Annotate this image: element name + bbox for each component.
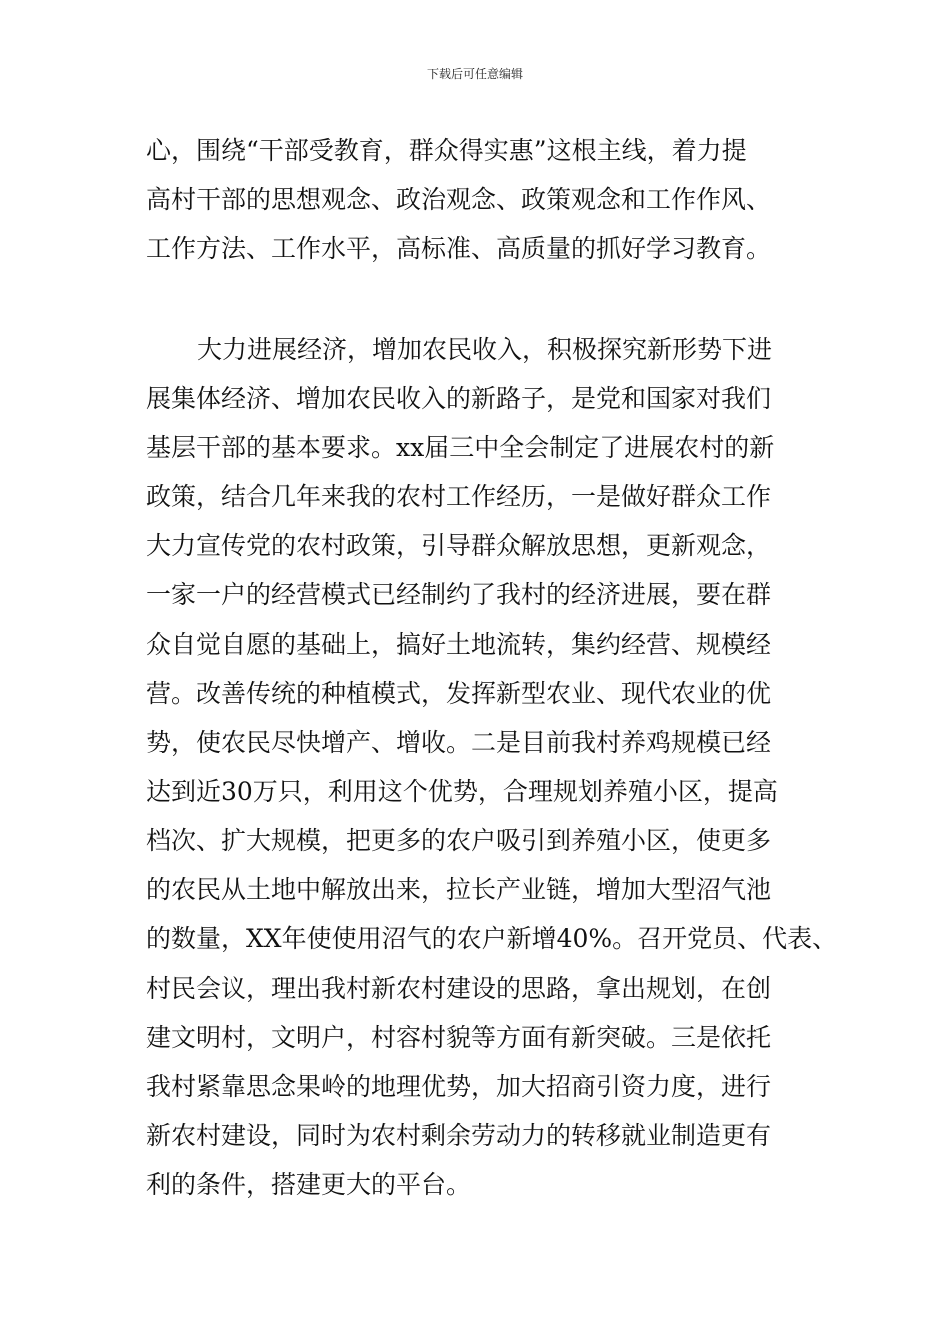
text-line: 大力宣传党的农村政策，引导群众解放思想，更新观念， — [146, 531, 772, 560]
text-line: 的农民从土地中解放出来，拉长产业链，增加大型沼气池 — [146, 875, 772, 904]
text-line: 基层干部的基本要求。xx届三中全会制定了进展农村的新 — [146, 433, 775, 462]
text-line: 利的条件，搭建更大的平台。 — [146, 1170, 472, 1199]
text-line: 心，围绕“干部受教育，群众得实惠”这根主线，着力提 — [146, 136, 747, 165]
text-line: 达到近30万只，利用这个优势，合理规划养殖小区，提高 — [146, 777, 778, 806]
text-line: 档次、扩大规模，把更多的农户吸引到养殖小区，使更多 — [146, 826, 772, 855]
text-line: 新农村建设，同时为农村剩余劳动力的转移就业制造更有 — [146, 1121, 772, 1150]
text-line: 政策，结合几年来我的农村工作经历，一是做好群众工作 — [146, 482, 772, 511]
text-line: 营。改善传统的种植模式，发挥新型农业、现代农业的优 — [146, 679, 772, 708]
page-header: 下载后可任意编辑 — [426, 67, 523, 81]
text-line: 工作方法、工作水平，高标准、高质量的抓好学习教育。 — [146, 234, 772, 263]
text-line: 众自觉自愿的基础上，搞好土地流转，集约经营、规模经 — [146, 630, 772, 659]
text-line: 建文明村，文明户，村容村貌等方面有新突破。三是依托 — [146, 1023, 772, 1052]
text-line: 大力进展经济，增加农民收入，积极探究新形势下进 — [197, 335, 773, 364]
text-line: 展集体经济、增加农民收入的新路子，是党和国家对我们 — [146, 384, 772, 413]
text-line: 我村紧靠思念果岭的地理优势，加大招商引资力度，进行 — [146, 1072, 772, 1101]
text-line: 势，使农民尽快增产、增收。二是目前我村养鸡规模已经 — [146, 728, 772, 757]
text-line: 村民会议，理出我村新农村建设的思路，拿出规划，在创 — [146, 974, 772, 1003]
text-line: 的数量，XX年使使用沼气的农户新增40%。召开党员、代表、 — [146, 924, 838, 953]
text-line: 高村干部的思想观念、政治观念、政策观念和工作作风、 — [146, 185, 772, 214]
text-line: 一家一户的经营模式已经制约了我村的经济进展，要在群 — [146, 580, 772, 609]
